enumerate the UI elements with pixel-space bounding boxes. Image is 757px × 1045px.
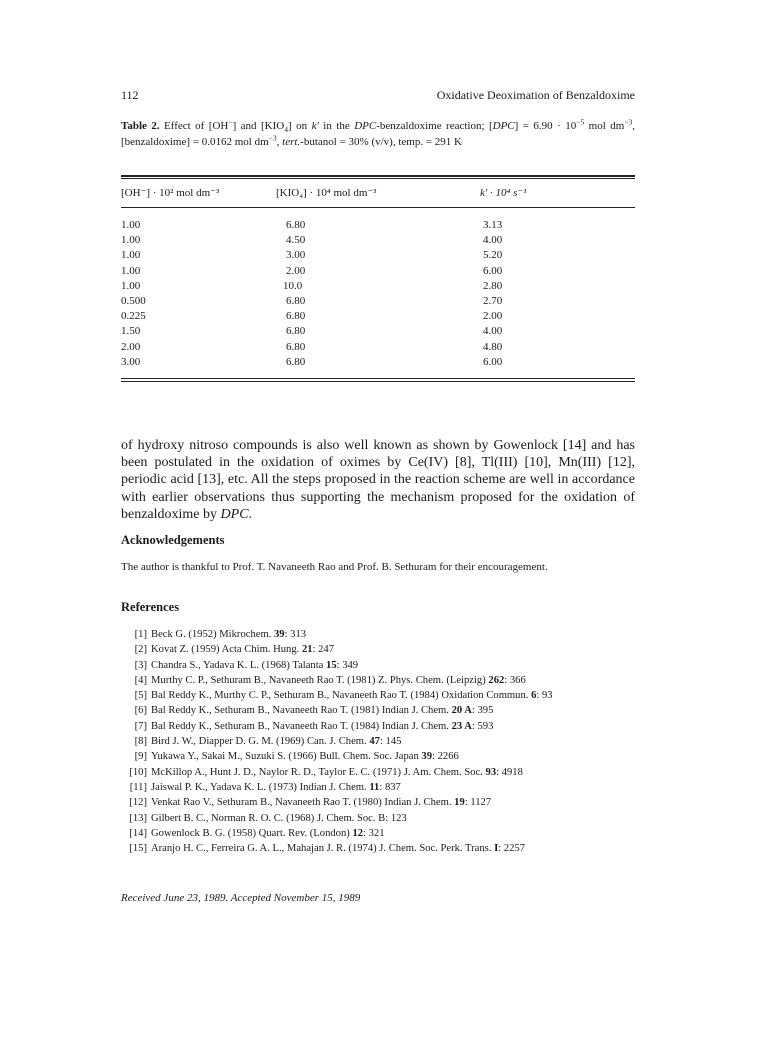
reference-volume: 21 [301,644,313,656]
reference-volume: 47 [369,736,380,748]
table-row [121,309,635,324]
table-cell: 5.20 [483,249,503,262]
table-cell: 2.80 [483,279,503,292]
reference-number: [4] [134,674,147,686]
reference-volume: 15 [326,659,337,671]
table-cell: 6.80 [286,355,306,368]
caption-text: ] and [KIO [232,120,285,132]
reference-volume: 19 [454,797,465,809]
table-cell: 2.00 [483,310,503,323]
reference-item [121,780,635,795]
table-cell: 3.13 [483,219,503,231]
reference-volume: 93 [485,766,497,778]
reference-text: Kovat Z. (1959) Acta Chim. Hung. [151,644,302,656]
reference-item [121,642,635,657]
reference-number: [9] [134,751,147,763]
table-cell: 0.500 [121,294,146,307]
table-cell: 4.00 [483,325,503,338]
acknowledgements-heading: Acknowledgements [121,533,225,547]
reference-volume: 39 [273,629,285,640]
table-header-row [121,186,635,202]
reference-item [121,765,635,780]
reference-text: : 837 [379,781,401,793]
reference-volume: 39 [421,751,433,763]
references-heading: References [121,600,180,614]
reference-text: : 321 [363,827,385,839]
column-header: [KIO₄] · 10⁴ mol dm⁻³ [276,187,377,199]
reference-number: [12] [129,797,147,809]
table-cell: 2.00 [121,340,141,353]
reference-item [121,826,635,841]
table-caption: Table 2. Effect of [OH−] and $[KIO_4]$ on k′ in the DPC-benzaldoxime reaction; $[DPC] = 6.90 \cdot 10^{-5}$ mol $dm^{-3}$, [benzaldoxime] = 0.0162 mol $dm^{-3}$, tert.-butanol = 30% (v/v), temp. = 291 K [121,117,636,148]
reference-text: Chandra S., Yadava K. L. (1968) Talanta [151,659,327,671]
table-bottom-rule-inner [121,381,635,382]
table-cell: 2.70 [483,294,503,307]
table-cell: 1.00 [121,219,141,231]
reference-text: : 2266 [432,751,459,763]
table-cell: 1.00 [121,249,141,262]
table-cell: 2.00 [286,264,306,277]
table-cell: 4.50 [286,234,306,247]
reference-number: [14] [129,827,147,839]
reference-text: : 366 [504,674,526,686]
table-body [121,218,635,370]
reference-number: [11] [129,781,147,793]
table-row [121,340,635,355]
table-cell: 1.50 [121,325,141,338]
reference-number: [8] [134,736,147,748]
reference-volume: 20 A [451,705,472,717]
table-top-rule-inner [121,178,635,179]
table-cell: 6.00 [483,355,503,368]
reference-text: Yukawa Y., Sakai M., Suzuki S. (1966) Bull. Chem. Soc. Japan [151,751,422,763]
caption-text: -benzaldoxime reaction; [ [376,120,493,132]
caption-text: ] on [287,120,312,132]
reference-text: : 247 [312,644,335,656]
reference-item [121,688,635,703]
reference-item [121,749,635,764]
table-row [121,294,635,309]
caption-text: in the [318,120,355,132]
table-label: Table 2. [121,120,160,132]
table-header-rule [121,207,635,208]
table-cell: 3.00 [121,355,141,368]
caption-text: tert. [282,136,301,148]
table-row [121,233,635,248]
paragraph-text: . [248,506,253,522]
reference-item [121,703,635,718]
caption-text: -butanol = 30% (v/v), temp. = 291 K [300,136,462,148]
reference-text: Bird J. W., Diapper D. G. M. (1969) Can. J. Chem. [151,736,370,748]
caption-text: , [276,136,283,148]
reference-item [121,734,635,749]
reference-text: Gowenlock B. G. (1958) Quart. Rev. (London) [151,827,353,839]
table-cell: 6.00 [483,264,503,277]
paragraph-text: of hydroxy nitroso compounds is also well known as shown by Gowenlock [14] and has been postulated in the oxidation of oximes by Ce(IV) [8], Tl(III) [10], Mn(III) [12], periodic acid [13], etc. All the steps proposed in the reaction scheme are well in accordance with earlier observations thus supporting the mechanism proposed for the oxidation of benzaldoxime by [121,438,635,522]
reference-item [121,811,635,826]
caption-text: mol dm [584,120,625,132]
reference-item [121,658,635,673]
reference-number: [3] [134,659,147,671]
table-cell: 6.80 [286,310,306,323]
reference-text: : 349 [336,659,359,671]
reference-number: [2] [134,644,147,656]
reference-text: Bal Reddy K., Sethuram B., Navaneeth Rao T. (1984) Indian J. Chem. [151,720,452,732]
table-cell: 3.00 [286,249,306,262]
table-bottom-rule [121,378,635,379]
body-paragraph [121,437,635,523]
reference-number: [5] [134,690,147,702]
reference-text: Murthy C. P., Sethuram B., Navaneeth Rao T. (1981) Z. Phys. Chem. (Leipzig) [151,674,489,686]
reference-text: Jaiswal P. K., Yadava K. L. (1973) Indian J. Chem. [151,781,370,793]
reference-volume: 12 [352,827,364,839]
reference-volume: 23 A [451,720,472,732]
reference-text: : 313 [284,629,307,640]
table-row [121,248,635,263]
reference-text: : 145 [379,736,402,748]
table-row [121,279,635,294]
caption-text: Effect of [OH [159,120,229,132]
reference-text: : 4918 [496,766,523,778]
table-cell: 10.0 [283,279,303,292]
reference-text: : 1127 [464,797,492,809]
reference-text: Gilbert B. C., Norman R. O. C. (1968) J. Chem. Soc. B: 123 [151,812,407,824]
table-cell: 6.80 [286,340,306,353]
reference-text: : 93 [536,690,553,702]
table-cell: 1.00 [121,264,141,277]
table-row [121,355,635,370]
caption-text: k′ [311,120,319,132]
table-top-rule [121,175,635,177]
reference-list [121,627,635,856]
reference-item [121,841,635,856]
reference-volume: 11 [369,781,380,793]
table-cell: 6.80 [286,219,306,231]
reference-text: Beck G. (1952) Mikrochem. [151,629,274,640]
reference-number: [6] [134,705,147,717]
page-number: 112 [121,88,139,102]
table-cell: 0.225 [121,310,146,323]
caption-text: DPC [354,120,377,132]
reference-item [121,627,635,642]
reference-item [121,719,635,734]
reference-text: : 2257 [498,843,525,855]
table-row [121,264,635,279]
reference-text: McKillop A., Hunt J. D., Naylor R. D., Taylor E. C. (1971) J. Am. Chem. Soc. [151,766,486,778]
caption-text: DPC [492,120,515,132]
reference-number: [13] [129,812,147,824]
caption-text: ] = 6.90 · 10 [514,120,577,132]
received-date: Received June 23, 1989. Accepted November 15, 1989 [121,892,361,904]
column-header: k′ · 10⁴ s⁻¹ [480,187,527,199]
reference-number: [15] [129,843,147,855]
table-row [121,218,635,233]
reference-number: [10] [129,766,147,778]
table-cell: 1.00 [121,279,141,292]
table-row [121,324,635,339]
reference-volume: I [494,843,499,855]
reference-volume: 262 [488,674,505,686]
reference-text: : 395 [471,705,494,717]
caption-text: , [benzaldoxime] = 0.0162 mol dm [121,120,636,148]
reference-number: [7] [134,720,147,732]
table-cell: 6.80 [286,294,306,307]
reference-text: : 593 [471,720,494,732]
column-header: [OH⁻] · 10² mol dm⁻³ [121,187,220,199]
table-cell: 4.80 [483,340,503,353]
acknowledgements-text: The author is thankful to Prof. T. Navaneeth Rao and Prof. B. Sethuram for their encouragement. [121,561,548,573]
paragraph-text: DPC [220,506,249,522]
running-title: Oxidative Deoximation of Benzaldoxime [436,88,635,102]
reference-number: [1] [134,629,147,640]
reference-item [121,673,635,688]
reference-text: Bal Reddy K., Sethuram B., Navaneeth Rao T. (1981) Indian J. Chem. [151,705,452,717]
reference-text: Venkat Rao V., Sethuram B., Navaneeth Rao T. (1980) Indian J. Chem. [151,797,455,809]
reference-item [121,795,635,810]
table-cell: 4.00 [483,234,503,247]
reference-text: Bal Reddy K., Murthy C. P., Sethuram B., Navaneeth Rao T. (1984) Oxidation Commun. [151,690,532,702]
table-cell: 6.80 [286,325,306,338]
reference-volume: 6 [531,690,537,702]
table-cell: 1.00 [121,234,141,247]
reference-text: Aranjo H. C., Ferreira G. A. L., Mahajan J. R. (1974) J. Chem. Soc. Perk. Trans. [151,843,495,855]
